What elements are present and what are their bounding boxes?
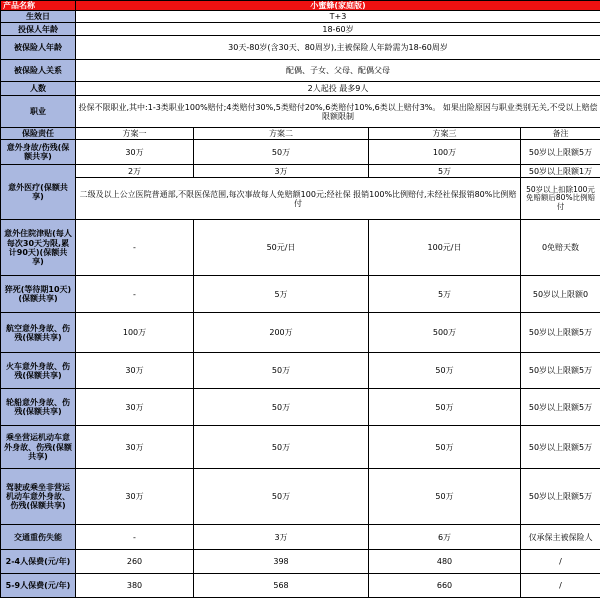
plan3-value: 480 — [369, 550, 521, 574]
info-value: 配偶、子女、父母、配偶父母 — [76, 60, 600, 82]
info-value: 30天-80岁(含30天、80周岁),主被保险人年龄需为18-60周岁 — [76, 36, 600, 60]
coverage-row — [1, 389, 600, 426]
coverage-row — [1, 220, 600, 276]
coverage-row — [1, 165, 600, 178]
coverage-row — [1, 140, 600, 165]
coverage-note: 50岁以上限额0 — [521, 276, 600, 313]
premium-label: 2-4人保费(元/年) — [1, 550, 76, 574]
coverage-label: 乘坐营运机动车意外身故、伤残(保额共享) — [1, 426, 76, 469]
coverage-note: / — [521, 550, 600, 574]
plan2-value: 50万 — [194, 426, 369, 469]
info-row — [1, 23, 600, 36]
plan1-value: 100万 — [76, 313, 194, 353]
plan1-value: 2万 — [76, 165, 194, 178]
info-label: 投保人年龄 — [1, 23, 76, 36]
info-row — [1, 11, 600, 23]
plan2-header: 方案二 — [194, 128, 369, 140]
plan1-value: 30万 — [76, 426, 194, 469]
medical-detail: 二级及以上公立医院普通部,不限医保范围,每次事故每人免赔额100元;经社保 报销100%比例赔付,未经社保报销80%比例赔付 — [76, 178, 521, 220]
info-row — [1, 96, 600, 128]
plan1-value: - — [76, 220, 194, 276]
plan3-value: 50万 — [369, 353, 521, 389]
coverage-note: 50岁以上限额1万 — [521, 165, 600, 178]
plan2-value: 3万 — [194, 525, 369, 550]
plan2-value: 568 — [194, 574, 369, 598]
coverage-row — [1, 426, 600, 469]
coverage-label: 交通重伤失能 — [1, 525, 76, 550]
product-name-label: 产品名称 — [1, 1, 76, 11]
info-label: 生效日 — [1, 11, 76, 23]
info-label: 被保险人年龄 — [1, 36, 76, 60]
plan3-value: 50万 — [369, 389, 521, 426]
info-row — [1, 60, 600, 82]
plan1-value: 30万 — [76, 469, 194, 525]
plan2-value: 3万 — [194, 165, 369, 178]
coverage-label: 意外医疗(保额共享) — [1, 165, 76, 220]
info-value: 2人起投 最多9人 — [76, 82, 600, 96]
plan2-value: 398 — [194, 550, 369, 574]
info-label: 人数 — [1, 82, 76, 96]
coverage-row — [1, 313, 600, 353]
coverage-detail-row — [1, 178, 600, 220]
coverage-note: 仅承保主被保险人 — [521, 525, 600, 550]
coverage-label: 火车意外身故、伤残(保额共享) — [1, 353, 76, 389]
coverage-label: 航空意外身故、伤残(保额共享) — [1, 313, 76, 353]
plan2-value: 50万 — [194, 389, 369, 426]
coverage-label: 猝死(等待期10天)(保额共享) — [1, 276, 76, 313]
info-value: 投保不限职业,其中:1-3类职业100%赔付;4类赔付30%,5类赔付20%,6类赔付10%,6类以上赔付3%。 如果出险原因与职业类别无关,不受以上赔偿限额限制 — [76, 96, 600, 128]
plan3-value: 100元/日 — [369, 220, 521, 276]
title-row — [1, 1, 600, 11]
coverage-label: 意外身故/伤残(保额共享) — [1, 140, 76, 165]
coverage-label: 意外住院津贴(每人每次30天为限,累计90天)(保额共享) — [1, 220, 76, 276]
plan2-value: 200万 — [194, 313, 369, 353]
plan2-value: 50万 — [194, 469, 369, 525]
plan2-value: 50元/日 — [194, 220, 369, 276]
plan3-value: 5万 — [369, 276, 521, 313]
plan3-value: 5万 — [369, 165, 521, 178]
premium-label: 5-9人保费(元/年) — [1, 574, 76, 598]
coverage-note: / — [521, 574, 600, 598]
coverage-note: 50岁以上限额5万 — [521, 353, 600, 389]
plan1-value: - — [76, 276, 194, 313]
plan3-value: 500万 — [369, 313, 521, 353]
plan3-value: 660 — [369, 574, 521, 598]
info-row — [1, 82, 600, 96]
plan3-value: 100万 — [369, 140, 521, 165]
info-label: 被保险人关系 — [1, 60, 76, 82]
coverage-row — [1, 276, 600, 313]
plan1-value: 260 — [76, 550, 194, 574]
plan1-value: 30万 — [76, 140, 194, 165]
plan1-header: 方案一 — [76, 128, 194, 140]
plan3-value: 6万 — [369, 525, 521, 550]
info-label: 职业 — [1, 96, 76, 128]
plan3-header: 方案三 — [369, 128, 521, 140]
plan3-value: 50万 — [369, 426, 521, 469]
coverage-note: 0免赔天数 — [521, 220, 600, 276]
plan3-value: 50万 — [369, 469, 521, 525]
note-header: 备注 — [521, 128, 600, 140]
coverage-note: 50岁以上限额5万 — [521, 140, 600, 165]
plan2-value: 50万 — [194, 353, 369, 389]
info-value: T+3 — [76, 11, 600, 23]
plan2-value: 5万 — [194, 276, 369, 313]
coverage-label: 轮船意外身故、伤残(保额共享) — [1, 389, 76, 426]
coverage-row — [1, 469, 600, 525]
coverage-note: 50岁以上限额5万 — [521, 469, 600, 525]
coverage-header-label: 保险责任 — [1, 128, 76, 140]
coverage-label: 驾驶或乘坐非营运机动车意外身故、伤残(保额共享) — [1, 469, 76, 525]
medical-note-extra: 50岁以上扣除100元免赔额后80%比例赔付 — [521, 178, 600, 220]
plans-header-row — [1, 128, 600, 140]
premium-row — [1, 574, 600, 598]
info-row — [1, 36, 600, 60]
plan2-value: 50万 — [194, 140, 369, 165]
info-value: 18-60岁 — [76, 23, 600, 36]
plan1-value: 380 — [76, 574, 194, 598]
coverage-row — [1, 353, 600, 389]
coverage-note: 50岁以上限额5万 — [521, 389, 600, 426]
product-name-value: 小蜜蜂(家庭版) — [76, 1, 600, 11]
plan1-value: - — [76, 525, 194, 550]
plan1-value: 30万 — [76, 353, 194, 389]
coverage-row — [1, 525, 600, 550]
plan1-value: 30万 — [76, 389, 194, 426]
coverage-note: 50岁以上限额5万 — [521, 313, 600, 353]
coverage-note: 50岁以上限额5万 — [521, 426, 600, 469]
premium-row — [1, 550, 600, 574]
